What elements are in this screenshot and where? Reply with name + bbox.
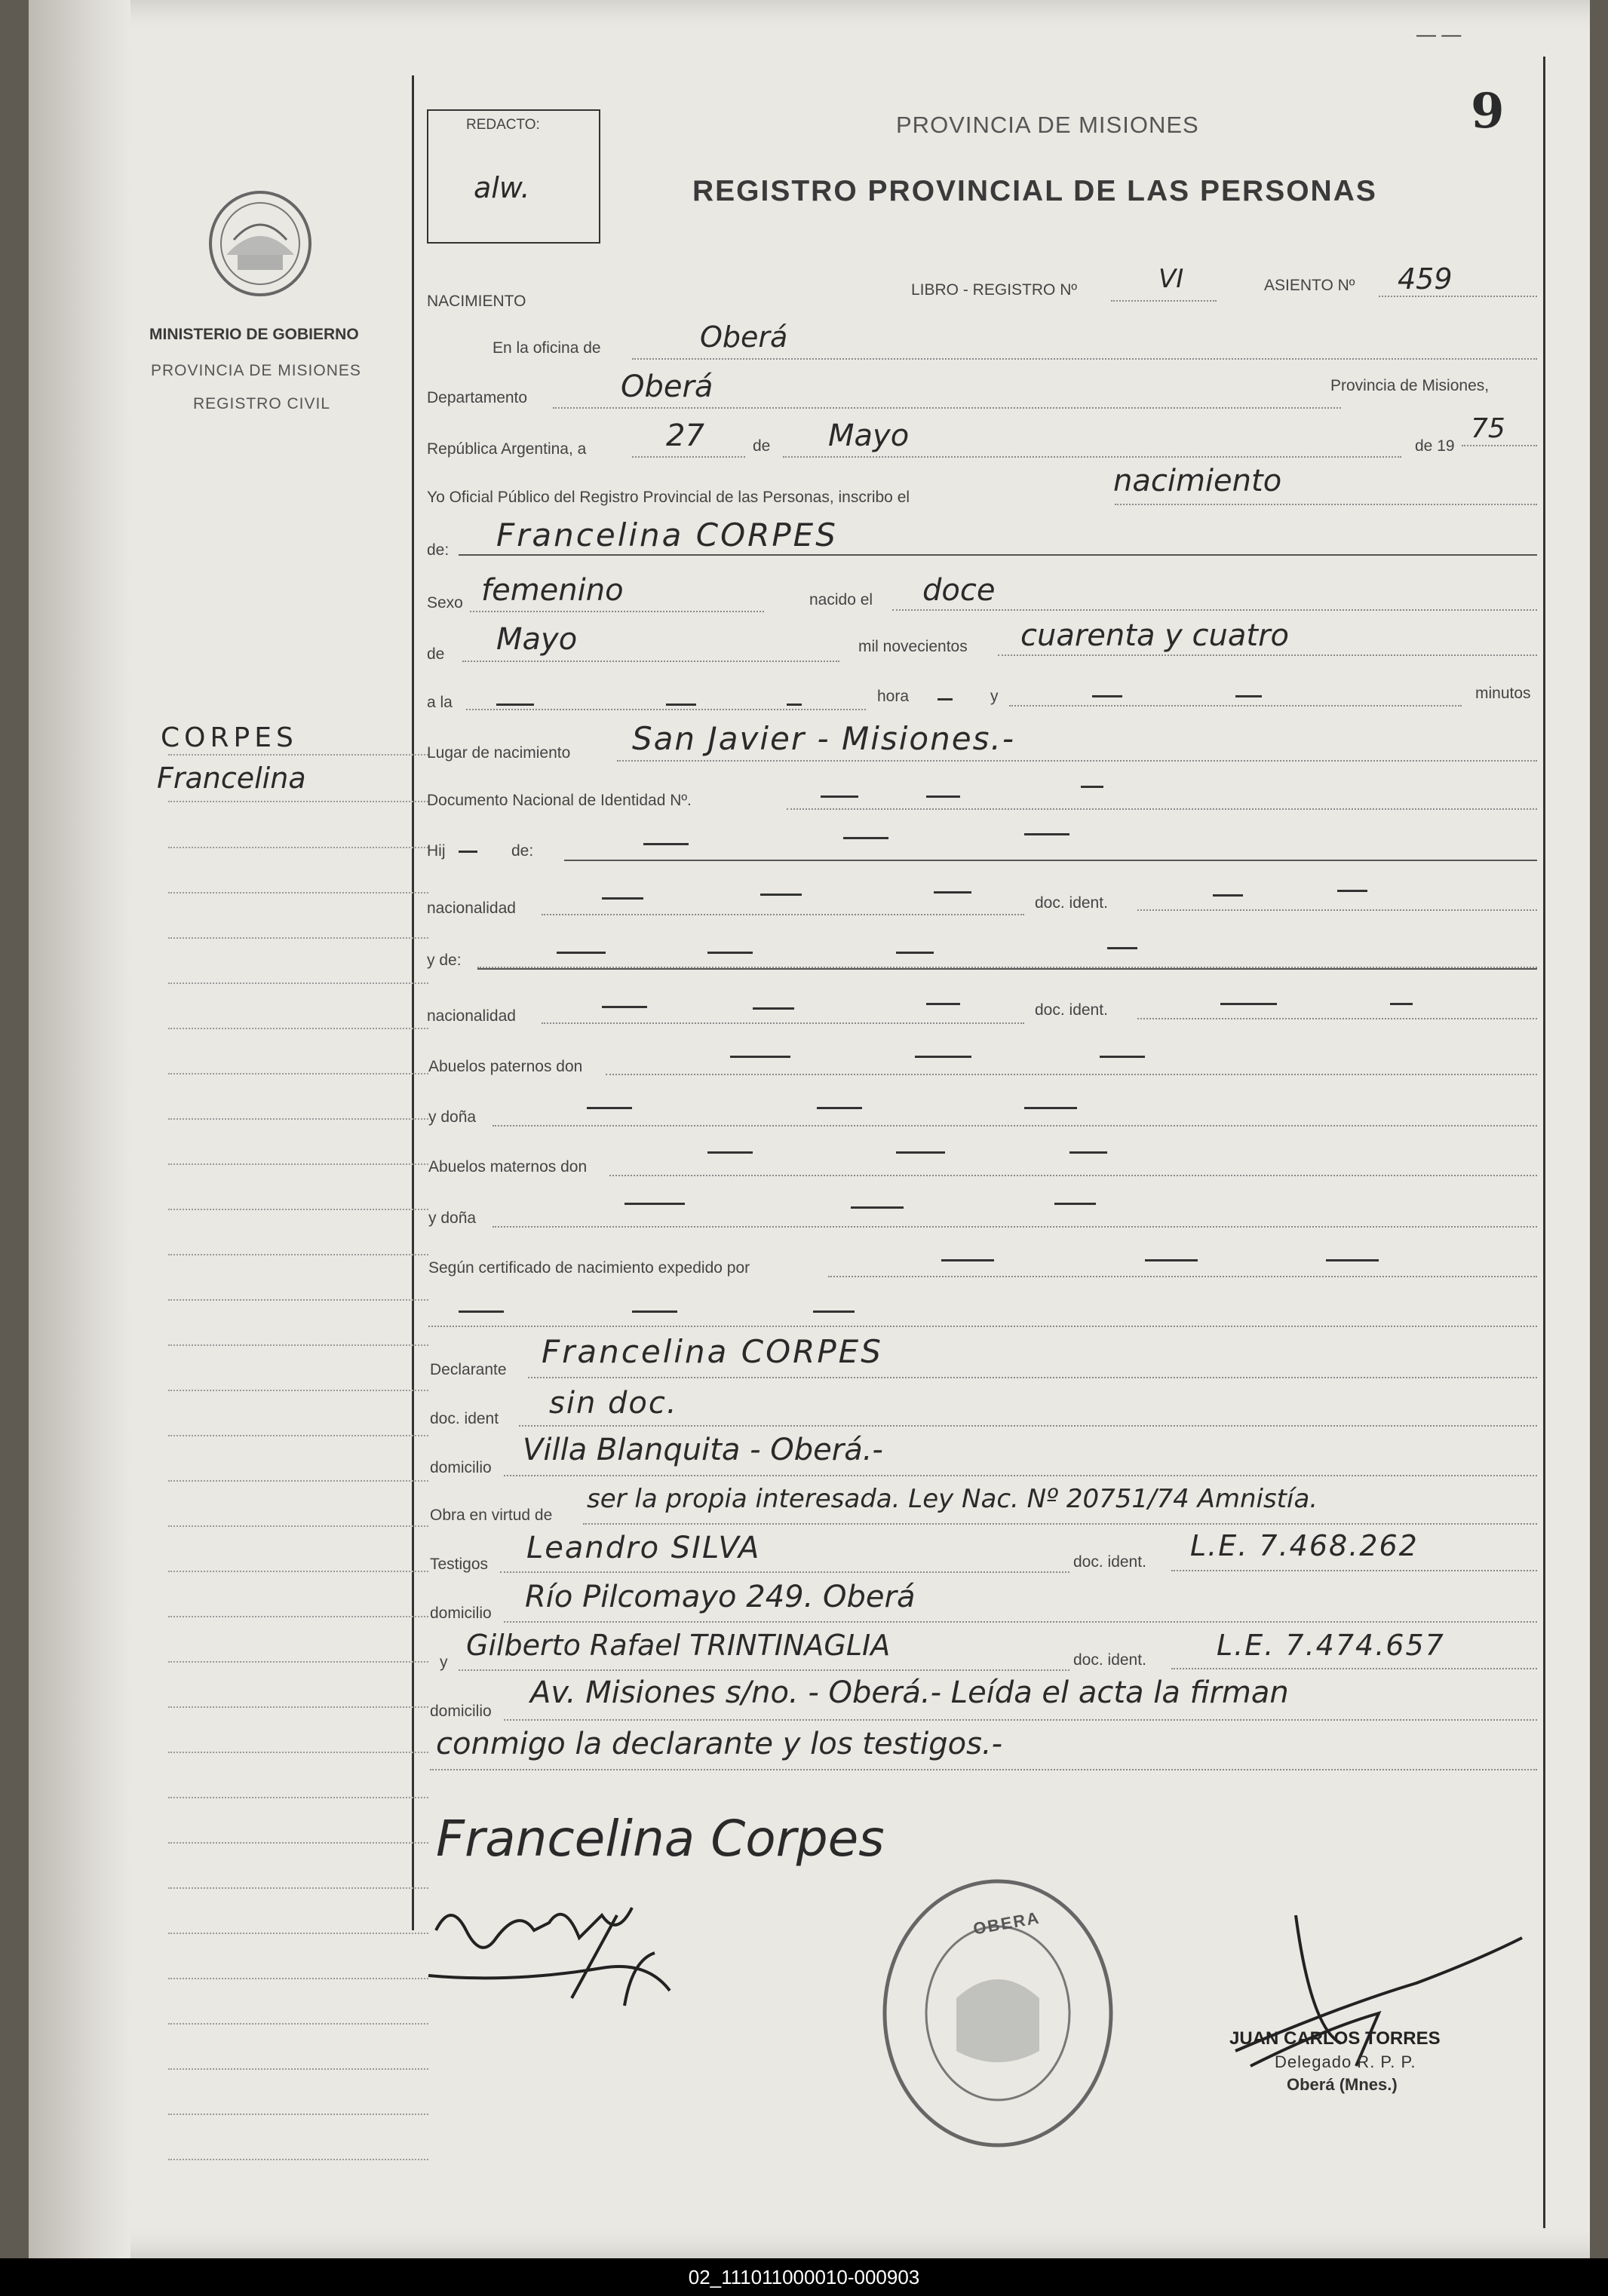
minutos-label: minutos [1475,685,1531,702]
nacionalidad-line [542,914,1024,915]
domicilio2-label: domicilio [430,1605,492,1622]
ydona-line [493,1125,1537,1127]
top-marks: — — [1416,23,1462,45]
dash [926,795,960,798]
hij-line [564,860,1537,861]
testigo2-value: Gilberto Rafael TRINTINAGLIA [466,1629,891,1662]
docident3-line [519,1425,1537,1427]
dash [1024,1107,1077,1109]
oficina-line [632,358,1537,360]
y-label: y [990,688,999,705]
side-rule [168,2159,428,2160]
domicilio3-line [504,1719,1537,1721]
dash [643,843,689,845]
domicilio-line [504,1475,1537,1476]
side-rule [168,1254,428,1255]
record-type: NACIMIENTO [427,293,526,310]
domicilio2-line [504,1621,1537,1623]
side-rule [168,1571,428,1572]
side-rule [168,1706,428,1708]
testigo2-doc-line [1171,1668,1537,1669]
lugar-line [617,760,1537,762]
emblem-ministry: MINISTERIO DE GOBIERNO [149,326,359,343]
official-stamp-icon [873,1870,1122,2160]
asiento-value: 459 [1398,262,1453,296]
dash [730,1056,790,1058]
month-value: Mayo [828,418,910,453]
official-title: Delegado R. P. P. [1275,2052,1416,2071]
closing-line [430,1769,1537,1770]
name-value: Francelina CORPES [496,517,838,553]
obra-value: ser la propia interesada. Ley Nac. Nº 20751/74 Amnistía. [587,1484,1318,1514]
nacido-line [892,609,1537,611]
anio-nac-line [998,654,1537,656]
dash [926,1003,960,1005]
docident2-label: doc. ident. [1035,1001,1108,1019]
minutos-line [1009,705,1462,707]
obra-label: Obra en virtud de [430,1507,553,1524]
side-rule [168,1525,428,1527]
declarante-line [528,1377,1537,1378]
side-rule [168,2068,428,2070]
side-rule [168,801,428,802]
year-line [1462,445,1537,446]
inscribo-value: nacimiento [1113,464,1282,498]
side-rule [168,1390,428,1391]
dni-label: Documento Nacional de Identidad Nº. [427,792,692,809]
header-title: REGISTRO PROVINCIAL DE LAS PERSONAS [692,175,1377,207]
provincia-label: Provincia de Misiones, [1330,377,1490,394]
libro-value: VI [1158,264,1184,294]
abuelos-mat-label: Abuelos maternos don [428,1158,588,1176]
dash [813,1310,855,1313]
right-frame-line [1543,57,1545,2228]
dash [1081,786,1103,788]
side-rule [168,1933,428,1934]
dash [1235,695,1262,697]
yde-label: y de: [427,952,462,969]
de-label: de [753,437,771,455]
nacionalidad2-line [542,1022,1024,1024]
margin-given-name: Francelina [157,762,306,795]
docident3-label: doc. ident [430,1410,499,1427]
sexo-line [470,611,764,612]
dash [941,1259,994,1261]
footer-caption: 02_111011000010-000903 [0,2258,1608,2296]
dash [817,1107,862,1109]
dash [624,1203,685,1205]
domicilio-value: Villa Blanquita - Oberá.- [523,1433,883,1467]
nacido-value: doce [922,573,996,608]
dash [557,952,606,954]
departamento-value: Oberá [621,369,713,404]
de3-label: de [427,645,445,663]
dash [821,795,858,798]
dash [937,698,953,700]
inscribo-line [1115,504,1537,505]
nacido-label: nacido el [809,591,873,608]
side-rule [168,982,428,984]
dni-line [787,808,1537,810]
stamp-city: OBERA [971,1908,1042,1939]
dash [707,1151,753,1154]
name-line [459,554,1537,556]
side-rule [168,754,428,756]
sexo-value: femenino [481,573,624,608]
dash [632,1310,677,1313]
binding-gutter [29,0,130,2258]
margin-surname: CORPES [161,722,298,753]
docident-line [1137,909,1537,911]
closing-value: conmigo la declarante y los testigos.- [436,1727,1003,1761]
side-rule [168,1978,428,1979]
emblem-province: PROVINCIA DE MISIONES [151,362,361,379]
mes-nac-line [462,661,839,662]
oficina-value: Oberá [700,320,788,354]
domicilio3-label: domicilio [430,1703,492,1720]
dash [707,952,753,954]
segun-label: Según certificado de nacimiento expedido por [428,1259,750,1277]
ydona2-line [493,1226,1537,1228]
dash [753,1007,794,1010]
side-rule [168,1797,428,1798]
dash [1069,1151,1107,1154]
side-rule [168,1118,428,1120]
dash [843,837,888,839]
side-rule [168,1887,428,1889]
testigos-label: Testigos [430,1556,489,1573]
obra-line [583,1523,1537,1525]
dash [1337,890,1367,892]
redacto-label: REDACTO: [466,117,540,133]
side-rule [168,1299,428,1301]
dash [1107,947,1137,949]
side-rule [168,1209,428,1210]
side-rule [168,937,428,939]
dash [1100,1056,1145,1058]
register-page [29,0,1590,2258]
nacionalidad-label: nacionalidad [427,900,516,917]
dash [1024,833,1069,835]
dash [459,1310,504,1313]
year-value: 75 [1471,413,1505,444]
dash [496,704,534,706]
domicilio3-value: Av. Misiones s/no. - Oberá.- Leída el acta la firman [530,1675,1289,1710]
dash [1220,1003,1277,1005]
domicilio2-value: Río Pilcomayo 249. Oberá [525,1580,916,1614]
emblem-registry: REGISTRO CIVIL [193,395,331,412]
testigo1-doc-value: L.E. 7.468.262 [1190,1529,1419,1562]
y-testigo-label: y [440,1654,448,1671]
departamento-label: Departamento [427,389,528,406]
segun-line [828,1276,1537,1277]
side-rule [168,1480,428,1482]
side-rule [168,1344,428,1346]
domicilio-label: domicilio [430,1459,492,1476]
testigo1-line [500,1571,1069,1573]
side-rule [168,1661,428,1663]
header-province: PROVINCIA DE MISIONES [896,112,1199,138]
testigo2-doc-value: L.E. 7.474.657 [1217,1629,1445,1662]
side-rule [168,1435,428,1436]
side-rule [168,892,428,894]
docident3-value: sin doc. [549,1386,678,1421]
sexo-label: Sexo [427,594,463,612]
de2-label: de: [427,541,450,559]
ala-line [466,709,866,710]
testigo2-doc-label: doc. ident. [1073,1651,1146,1669]
day-line [632,456,745,458]
dash [896,1151,945,1154]
oficina-label: En la oficina de [493,339,601,357]
dash [1054,1203,1096,1205]
testigo1-doc-line [1171,1570,1537,1571]
dash [1326,1259,1379,1261]
inscribo-label: Yo Oficial Público del Registro Provincial de las Personas, inscribo el [427,489,910,506]
month-line [783,456,1401,458]
side-rule [168,1842,428,1844]
testigo1-doc-label: doc. ident. [1073,1553,1146,1571]
dash [587,1107,632,1109]
dash [1092,695,1122,697]
abuelos-mat-line [609,1175,1537,1176]
lugar-label: Lugar de nacimiento [427,744,571,762]
dash [666,704,696,706]
departamento-line [553,407,1341,409]
dash [1390,1003,1413,1005]
side-rule [168,1163,428,1165]
declarante-signature: Francelina Corpes [436,1810,885,1868]
dash [896,952,934,954]
anio-nac-value: cuarenta y cuatro [1020,618,1290,653]
dash [602,1006,647,1008]
side-rule [168,2114,428,2115]
hij-label: Hij [427,842,446,860]
side-rule [168,1616,428,1617]
nacionalidad2-label: nacionalidad [427,1007,516,1025]
asiento-label: ASIENTO Nº [1264,277,1355,294]
dash [787,704,802,706]
asiento-line [1379,296,1537,297]
lugar-value: San Javier - Misiones.- [632,720,1015,757]
abuelos-pat-label: Abuelos paternos don [428,1058,583,1075]
ydona2-label: y doña [428,1209,477,1227]
redacto-value: alw. [474,171,530,204]
witness-signature-icon [421,1885,738,2017]
dash [851,1206,904,1209]
dash [915,1056,971,1058]
dash [934,891,971,894]
dash [760,894,802,896]
side-rule [168,2023,428,2025]
redacto-box [427,109,600,244]
side-rule [168,1752,428,1753]
hij-de-label: de: [511,842,534,860]
declarante-value: Francelina CORPES [542,1333,883,1370]
side-rule [168,847,428,848]
segun-line-2 [428,1326,1537,1327]
abuelos-pat-line [606,1074,1537,1075]
dash [459,851,477,853]
testigo2-line [459,1669,1069,1671]
left-frame-line [412,75,414,1930]
docident-label: doc. ident. [1035,894,1108,912]
ala-label: a la [427,694,453,711]
page-number: 9 [1471,83,1505,139]
official-name: JUAN CARLOS TORRES [1229,2028,1441,2049]
dash [1213,894,1243,897]
side-rule [168,1073,428,1074]
ydona-label: y doña [428,1108,477,1126]
official-place: Oberá (Mnes.) [1287,2075,1398,2094]
day-value: 27 [666,418,704,453]
mil-label: mil novecientos [858,638,968,655]
year-label: de 19 [1415,437,1455,455]
mes-nac-value: Mayo [496,622,578,657]
provincial-seal-icon [204,187,317,304]
yde-underline [477,968,1537,970]
testigo1-value: Leandro SILVA [526,1531,761,1565]
dash [1145,1259,1198,1261]
hora-label: hora [877,688,910,705]
docident2-line [1137,1018,1537,1019]
dash [602,897,643,900]
declarante-label: Declarante [430,1361,507,1378]
side-rule [168,1028,428,1029]
libro-line [1111,300,1217,302]
libro-label: LIBRO - REGISTRO Nº [911,281,1078,299]
republica-label: República Argentina, a [427,440,587,458]
